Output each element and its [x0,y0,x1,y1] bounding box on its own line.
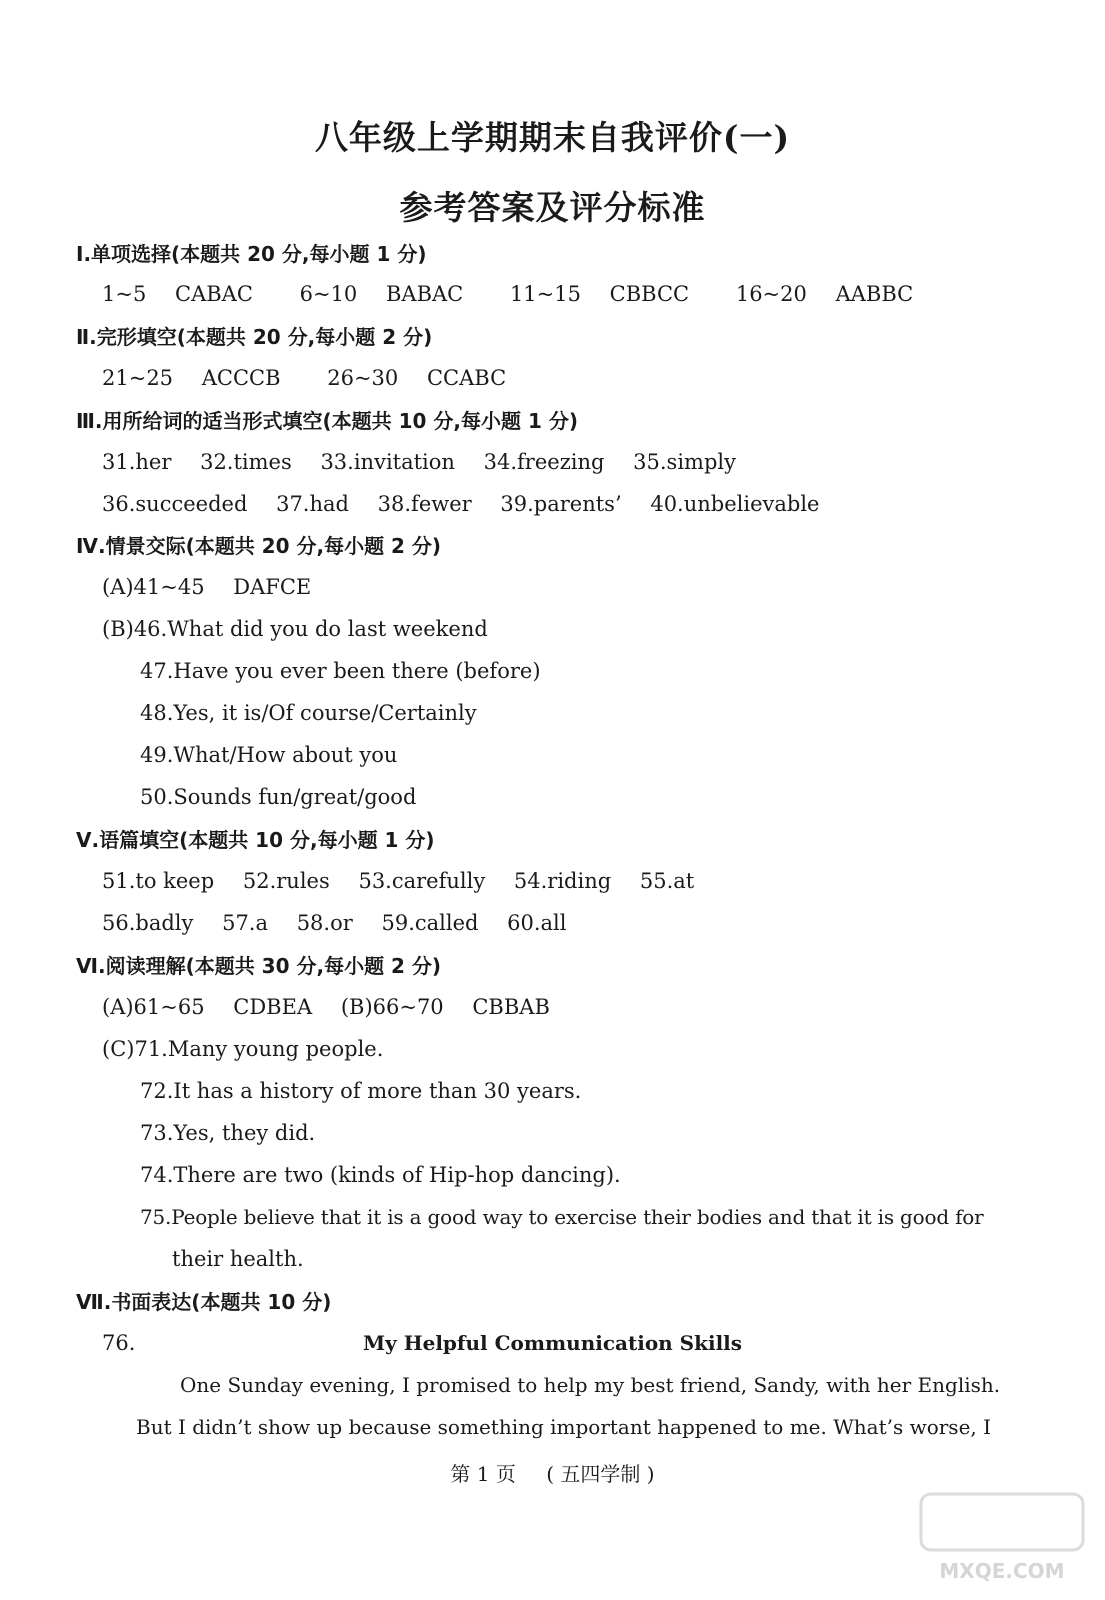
answer-letters: CDBEA [233,995,313,1019]
answers-36-40 [102,490,819,518]
page-title: 八年级上学期期末自我评价(一) [314,118,791,157]
answer-item: 60.all [507,911,567,935]
answer-item: 51.to keep [102,869,215,893]
answer-item: 39.parents’ [500,492,622,516]
answer-range: (B)66~70 [340,995,444,1019]
answer-range: 6~10 [299,282,358,306]
answer-range: 1~5 [102,282,147,306]
answers-31-35 [102,448,736,476]
answer-letters: CABAC [175,282,253,306]
answers-61-70 [102,993,550,1021]
page-subtitle: 参考答案及评分标准 [399,188,706,227]
answer-range: 21~25 [102,366,174,390]
answer-item: 38.fewer [377,492,472,516]
answer-73: 73.Yes, they did. [140,1121,316,1145]
answer-49: 49.What/How about you [140,743,398,767]
answers-1-20 [102,280,913,308]
essay-line-2: But I didn’t show up because something important happened to me. What’s worse, I [136,1415,992,1439]
answer-letters: AABBC [835,282,914,306]
answers-56-60 [102,909,567,937]
section-heading-1: Ⅰ.单项选择(本题共 20 分,每小题 1 分) [76,242,427,266]
answer-range: 16~20 [735,282,807,306]
answer-item: 55.at [639,869,695,893]
answer-letters: DAFCE [233,575,312,599]
answer-range: 11~15 [509,282,581,306]
answer-item: 59.called [381,911,479,935]
answer-range: 26~30 [327,366,399,390]
answer-item: 58.or [296,911,353,935]
answer-72: 72.It has a history of more than 30 years. [140,1079,582,1103]
section-heading-4: Ⅳ.情景交际(本题共 20 分,每小题 2 分) [76,534,442,558]
answer-item: 52.rules [242,869,330,893]
answer-71: (C)71.Many young people. [102,1037,384,1061]
answer-48: 48.Yes, it is/Of course/Certainly [140,701,477,725]
answer-letters: CBBCC [609,282,690,306]
answer-item: 36.succeeded [102,492,248,516]
answer-50: 50.Sounds fun/great/good [140,785,417,809]
answer-range: (A)61~65 [102,995,205,1019]
section-heading-7: Ⅶ.书面表达(本题共 10 分) [76,1290,332,1314]
watermark-logo [917,1490,1087,1590]
answer-item: 35.simply [633,450,736,474]
section-heading-3: Ⅲ.用所给词的适当形式填空(本题共 10 分,每小题 1 分) [76,409,578,433]
answers-21-30 [102,364,506,392]
answer-item: 37.had [276,492,349,516]
page-number: 第 1 页 [450,1462,516,1486]
answers-51-55 [102,867,694,895]
answer-letters: ACCCB [201,366,281,390]
answer-47: 47.Have you ever been there (before) [140,659,541,683]
answer-item: 57.a [222,911,268,935]
school-system: ( 五四学制 ) [546,1462,655,1486]
answer-item: 54.riding [513,869,612,893]
answer-item: 31.her [102,450,172,474]
watermark-frame-icon [921,1494,1083,1550]
answer-item: 40.unbelievable [650,492,820,516]
answer-item: 56.badly [102,911,194,935]
section-heading-6: Ⅵ.阅读理解(本题共 30 分,每小题 2 分) [76,954,442,978]
answer-range: (A)41~45 [102,575,205,599]
answers-41-45 [102,573,311,601]
answer-item: 32.times [200,450,292,474]
page-footer [0,1458,1105,1487]
answer-46: (B)46.What did you do last weekend [102,617,488,641]
answer-letters: BABAC [385,282,464,306]
answer-letters: CCABC [426,366,507,390]
section-heading-2: Ⅱ.完形填空(本题共 20 分,每小题 2 分) [76,325,433,349]
answer-75-line1: 75.People believe that it is a good way to exercise their bodies and that it is good for [140,1205,984,1229]
answer-item: 33.invitation [320,450,455,474]
essay-number: 76. [102,1331,136,1355]
answer-item: 53.carefully [358,869,486,893]
answer-letters: CBBAB [472,995,550,1019]
section-heading-5: Ⅴ.语篇填空(本题共 10 分,每小题 1 分) [76,828,435,852]
answer-74: 74.There are two (kinds of Hip-hop dancing). [140,1163,621,1187]
essay-title: My Helpful Communication Skills [362,1331,743,1355]
watermark-text: MXQE.COM [939,1559,1065,1583]
answer-item: 34.freezing [483,450,605,474]
answer-75-line2: their health. [172,1247,304,1271]
essay-line-1: One Sunday evening, I promised to help my best friend, Sandy, with her English. [180,1373,1001,1397]
